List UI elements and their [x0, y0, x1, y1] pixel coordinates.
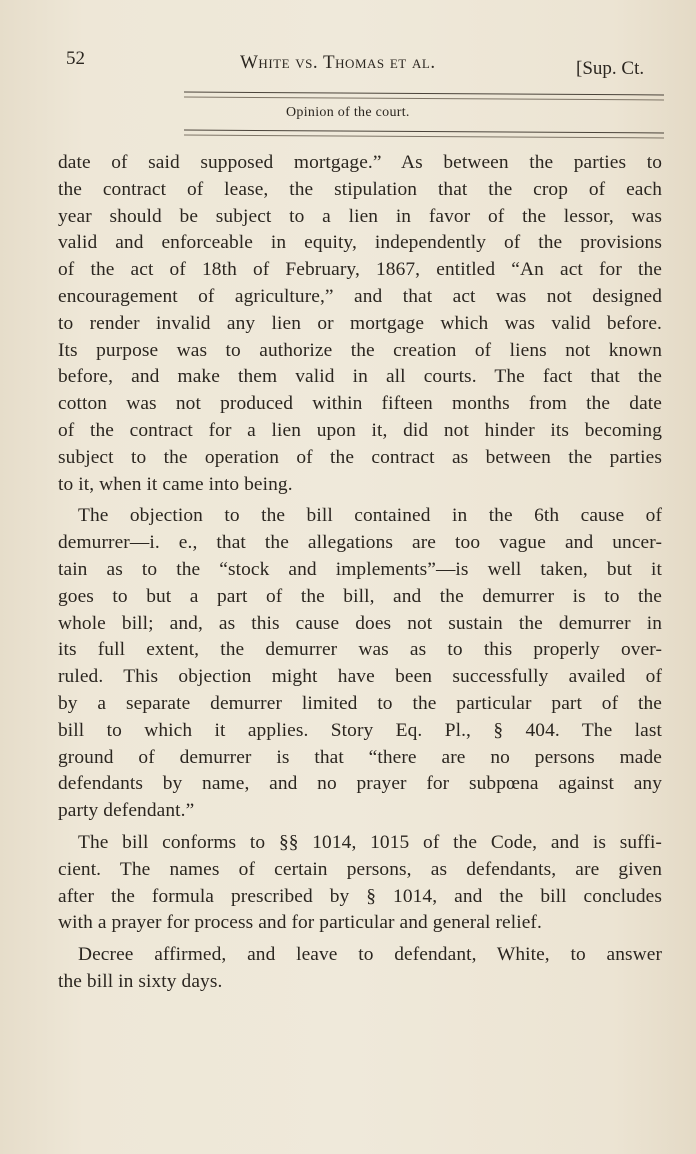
text-line: goes to but a part of the bill, and the demurrer is to the	[58, 585, 662, 607]
text-line: demurrer—i. e., that the allegations are too vague and uncer-	[58, 532, 662, 554]
header-rule-bottom-thin	[184, 135, 664, 139]
header-rule-bottom	[184, 130, 664, 134]
text-line: to it, when it came into being.	[58, 473, 293, 495]
page-number: 52	[66, 48, 85, 69]
text-line: The objection to the bill contained in the 6th cause of	[78, 505, 662, 527]
text-line: before, and make them valid in all courts. The fact that the	[58, 366, 662, 388]
text-line: tain as to the “stock and implements”—is well taken, but it	[58, 558, 662, 580]
text-line: encouragement of agriculture,” and that act was not designed	[58, 285, 662, 307]
text-line: whole bill; and, as this cause does not sustain the demurrer in	[58, 612, 662, 634]
court-tag: [Sup. Ct.	[576, 58, 645, 79]
text-line: date of said supposed mortgage.” As between the parties to	[58, 152, 662, 173]
page-header	[64, 46, 672, 86]
text-line: ruled. This objection might have been successfully availed of	[58, 666, 662, 688]
text-line: year should be subject to a lien in favor of the lessor, was	[58, 205, 662, 227]
text-line: The bill conforms to §§ 1014, 1015 of the Code, and is suffi-	[78, 831, 662, 853]
text-line: the bill in sixty days.	[58, 970, 223, 992]
text-line: by a separate demurrer limited to the particular part of the	[58, 692, 662, 714]
text-line: party defendant.”	[58, 800, 195, 822]
text-line: of the act of 18th of February, 1867, entitled “An act for the	[58, 259, 662, 281]
text-line: cient. The names of certain persons, as defendants, are given	[58, 858, 662, 880]
text-line: of the contract for a lien upon it, did not hinder its becoming	[58, 419, 662, 441]
text-line: ground of demurrer is that “there are no persons made	[58, 746, 662, 768]
text-line: to render invalid any lien or mortgage which was valid before.	[58, 312, 662, 334]
text-line: its full extent, the demurrer was as to this properly over-	[58, 639, 662, 661]
text-line: cotton was not produced within fifteen months from the date	[58, 393, 662, 415]
text-line: with a prayer for process and for particular and general relief.	[58, 912, 542, 934]
text-line: defendants by name, and no prayer for subpœna against any	[58, 773, 662, 795]
section-title: Opinion of the court.	[286, 105, 410, 120]
text-line: subject to the operation of the contract as between the parties	[58, 446, 662, 468]
text-line: Decree affirmed, and leave to defendant, White, to answer	[78, 944, 662, 966]
header-rule-top	[184, 92, 664, 96]
body-text	[58, 150, 662, 996]
header-rule-top-thin	[184, 97, 664, 101]
text-line: the contract of lease, the stipulation that the crop of each	[58, 178, 662, 200]
text-line: valid and enforceable in equity, independently of the provisions	[58, 232, 662, 254]
text-line: after the formula prescribed by § 1014, and the bill concludes	[58, 885, 662, 907]
text-line: bill to which it applies. Story Eq. Pl., § 404. The last	[58, 719, 662, 741]
text-line: Its purpose was to authorize the creation of liens not known	[58, 339, 662, 361]
running-title: White vs. Thomas et al.	[240, 52, 436, 73]
